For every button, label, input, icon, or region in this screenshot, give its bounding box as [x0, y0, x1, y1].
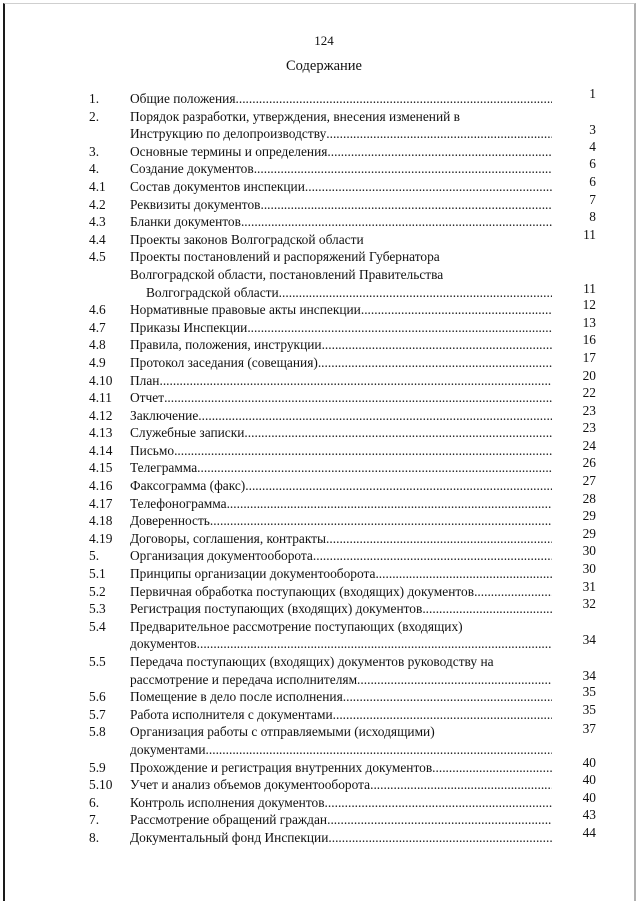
toc-entry-text: Учет и анализ объемов документооборота — [130, 777, 371, 793]
toc-entry-number: 5.5 — [89, 654, 106, 669]
toc-leader-dots — [327, 143, 552, 161]
toc-entry-number: 5.9 — [89, 759, 106, 775]
toc-entry-number: 8. — [89, 829, 100, 845]
toc-entry-page: 20 — [582, 367, 596, 383]
toc-entry — [0, 173, 640, 196]
toc-entry-line — [130, 653, 552, 671]
toc-entry-number: 4.7 — [89, 319, 106, 335]
toc-entry-text: Реквизиты документов — [130, 196, 261, 212]
toc-entry-number: 5.4 — [89, 618, 106, 634]
toc-entry-page: 44 — [582, 824, 596, 840]
toc-entry-title — [130, 530, 552, 548]
toc-entry-page: 22 — [582, 385, 596, 401]
toc-leader-dots — [210, 512, 552, 530]
toc-leader-dots — [333, 706, 552, 724]
toc-entry-line — [130, 336, 552, 354]
toc-leader-dots — [164, 389, 552, 407]
toc-entry-title — [130, 196, 552, 214]
toc-entry-title — [130, 248, 552, 301]
toc-entry-title — [130, 547, 552, 565]
toc-entry-page: 30 — [582, 561, 596, 577]
toc-entry-number: 4.9 — [89, 354, 106, 370]
toc-entry-line — [130, 618, 552, 636]
toc-leader-dots — [313, 547, 552, 565]
toc-entry-line — [130, 671, 552, 689]
toc-entry-text: рассмотрение и передача исполнителям — [130, 671, 358, 687]
toc-entry-text: Помещение в дело после исполнения — [130, 689, 343, 705]
toc-entry — [0, 772, 640, 794]
toc-entry-number: 4. — [89, 161, 100, 177]
toc-entry-number: 5.1 — [89, 566, 106, 582]
toc-entry-number: 4.6 — [89, 302, 106, 318]
toc-entry-page: 35 — [582, 701, 596, 717]
toc-entry-text: Организация работы с отправляемыми (исходящими) — [130, 724, 435, 740]
toc-entry-line — [130, 776, 552, 794]
toc-entry-line — [130, 354, 552, 372]
toc-entry-page: 6 — [589, 173, 596, 189]
toc-entry — [0, 824, 640, 847]
toc-leader-dots — [422, 600, 552, 618]
toc-entry — [0, 367, 640, 390]
toc-entry-number: 4.11 — [89, 390, 112, 406]
toc-entry-title — [130, 653, 552, 688]
toc-entry-title — [130, 583, 552, 601]
toc-entry-line — [130, 565, 552, 583]
toc-entry-title — [130, 723, 552, 758]
toc-entry-line — [130, 583, 552, 601]
toc-entry-number: 4.10 — [89, 372, 113, 388]
toc-entry-text: Документальный фонд Инспекции — [130, 829, 329, 845]
toc-entry-number: 4.5 — [89, 249, 106, 265]
toc-entry-number: 5.7 — [89, 706, 106, 722]
toc-entry-text: Проекты законов Волгоградской области — [130, 231, 364, 247]
toc-entry — [0, 332, 640, 354]
toc-entry-page: 7 — [589, 191, 596, 207]
toc-entry-number: 5.6 — [89, 689, 106, 705]
toc-entry-line — [130, 301, 552, 319]
toc-entry-line — [130, 811, 552, 829]
toc-entry-page: 4 — [589, 138, 596, 154]
toc-entry-line — [130, 547, 552, 565]
toc-entry-title — [130, 407, 552, 425]
toc-entry-page: 35 — [582, 684, 596, 700]
toc-entry — [0, 437, 640, 460]
toc-leader-dots — [279, 284, 552, 302]
toc-entry-number: 4.12 — [89, 407, 113, 423]
toc-entry — [0, 701, 640, 724]
toc-entry — [0, 543, 640, 565]
toc-entry-page: 29 — [582, 508, 596, 524]
page-number: 124 — [314, 33, 334, 48]
toc-entry-title — [130, 495, 552, 513]
toc-entry-page: 34 — [582, 632, 596, 648]
toc-leader-dots — [322, 336, 552, 354]
toc-leader-dots — [206, 741, 552, 759]
toc-entry-page: 6 — [589, 156, 596, 172]
toc-entry — [0, 385, 640, 407]
toc-entry-number: 5.3 — [89, 601, 106, 617]
toc-entry-title — [130, 319, 552, 337]
toc-entry-title — [130, 829, 552, 847]
toc-entry-text: Доверенность — [130, 513, 210, 529]
toc-entry-page: 24 — [582, 437, 596, 453]
toc-entry-text: Передача поступающих (входящих) документов руководству на — [130, 654, 494, 669]
toc-entry-line — [130, 495, 552, 513]
toc-leader-dots — [254, 160, 552, 178]
toc-entry — [0, 578, 640, 601]
toc-entry-line — [130, 160, 552, 178]
toc-entry-line — [130, 723, 552, 741]
toc-entry-line — [130, 108, 552, 126]
toc-entry — [0, 723, 640, 758]
toc-entry-number: 4.17 — [89, 495, 113, 511]
toc-entry-text: Правила, положения, инструкции — [130, 337, 322, 353]
toc-entry-page: 40 — [582, 772, 596, 788]
toc-entry-line — [130, 231, 552, 249]
toc-entry-line — [130, 635, 552, 653]
toc-entry-text: Письмо — [130, 442, 175, 458]
toc-entry-title — [130, 160, 552, 178]
toc-leader-dots — [325, 794, 552, 812]
toc-entry-page: 1 — [589, 86, 596, 101]
toc-entry-text: Приказы Инспекции — [130, 319, 248, 335]
toc-entry — [0, 420, 640, 442]
toc-entry-number: 4.15 — [89, 460, 113, 476]
toc-entry — [0, 653, 640, 688]
toc-entry-title — [130, 512, 552, 530]
toc-entry-number: 4.19 — [89, 530, 113, 546]
toc-entry — [0, 525, 640, 548]
toc-leader-dots — [247, 319, 552, 337]
toc-entry-text: Рассмотрение обращений граждан — [130, 812, 328, 828]
toc-entry-page: 37 — [582, 721, 596, 737]
toc-entry-line — [130, 829, 552, 847]
toc-entry-title — [130, 90, 552, 108]
toc-entry-title — [130, 618, 552, 653]
toc-entry-line — [130, 600, 552, 618]
toc-leader-dots — [174, 442, 552, 460]
toc-entry-page: 27 — [582, 473, 596, 489]
toc-entry-page: 23 — [582, 420, 596, 436]
toc-entry-number: 4.18 — [89, 513, 113, 529]
toc-entry-line — [130, 90, 552, 108]
toc-entry-text: Работа исполнителя с документами — [130, 706, 333, 722]
toc-entry — [0, 473, 640, 495]
toc-entry — [0, 508, 640, 530]
toc-entry-line — [130, 266, 552, 284]
toc-entry-page: 3 — [589, 122, 596, 138]
toc-entry-text: Состав документов инспекции — [130, 178, 305, 194]
toc-entry-number: 2. — [89, 108, 100, 124]
toc-entry-line — [130, 442, 552, 460]
toc-entry-title — [130, 424, 552, 442]
toc-entry-number: 4.8 — [89, 337, 106, 353]
toc-entry-line — [130, 459, 552, 477]
toc-entry-line — [130, 372, 552, 390]
toc-entry — [0, 86, 640, 108]
toc-entry-text: Заключение — [130, 407, 199, 423]
toc-entry-number: 5.10 — [89, 777, 113, 793]
toc-entry-title — [130, 372, 552, 390]
toc-leader-dots — [241, 213, 552, 231]
toc-entry-page: 11 — [583, 226, 596, 242]
toc-entry-text: Порядок разработки, утверждения, внесения изменений в — [130, 108, 460, 124]
toc-leader-dots — [227, 495, 552, 513]
toc-entry-text: Факсограмма (факс) — [130, 478, 246, 494]
toc-entry-line — [130, 143, 552, 161]
toc-entry-title — [130, 459, 552, 477]
toc-entry-line — [130, 213, 552, 231]
toc-entry — [0, 807, 640, 829]
toc-entry — [0, 156, 640, 178]
toc-entry-text: Волгоградской области, постановлений Правительства — [130, 266, 444, 282]
toc-entry-number: 5.8 — [89, 724, 106, 740]
toc-entry-text: Регистрация поступающих (входящих) документов — [130, 601, 423, 617]
toc-entry-number: 4.16 — [89, 478, 113, 494]
toc-entry — [0, 754, 640, 777]
toc-entry — [0, 789, 640, 812]
toc-entry-page: 29 — [582, 525, 596, 541]
toc-entry-title — [130, 389, 552, 407]
toc-leader-dots — [305, 178, 552, 196]
toc-entry-text: документами — [130, 741, 206, 757]
toc-entry-title — [130, 759, 552, 777]
toc-entry-text: Предварительное рассмотрение поступающих (входящих) — [130, 618, 463, 634]
toc-leader-dots — [260, 196, 552, 214]
toc-entry-line — [130, 389, 552, 407]
toc-entry-line — [130, 706, 552, 724]
toc-entry-title — [130, 565, 552, 583]
toc-entry-title — [130, 600, 552, 618]
toc-entry-page: 12 — [582, 297, 596, 313]
toc-entry-title — [130, 231, 552, 249]
toc-entry-line — [130, 125, 552, 143]
toc-leader-dots — [474, 583, 552, 601]
toc-entry — [0, 248, 640, 301]
toc-entry-number: 4.1 — [89, 178, 106, 194]
toc-entry — [0, 561, 640, 583]
toc-entry — [0, 108, 640, 143]
toc-entry-text: Телеграмма — [130, 460, 198, 476]
toc-entry — [0, 226, 640, 249]
toc-leader-dots — [432, 759, 552, 777]
toc-entry-line — [130, 741, 552, 759]
toc-entry-line — [130, 759, 552, 777]
toc-entry-page: 23 — [582, 402, 596, 418]
toc-leader-dots — [361, 301, 552, 319]
toc-entry-line — [130, 688, 552, 706]
toc-entry-title — [130, 442, 552, 460]
toc-entry-line — [130, 319, 552, 337]
toc-entry-number: 3. — [89, 143, 100, 159]
toc-entry — [0, 455, 640, 477]
toc-entry-title — [130, 811, 552, 829]
toc-entry-page: 8 — [589, 209, 596, 225]
toc-entry-text: Первичная обработка поступающих (входящих) документов — [130, 583, 475, 599]
toc-entry-page: 40 — [582, 789, 596, 805]
toc-entry-page: 34 — [582, 667, 596, 683]
toc-title: Содержание — [286, 58, 362, 74]
toc-entry-line — [130, 407, 552, 425]
toc-entry-title — [130, 213, 552, 231]
toc-leader-dots — [326, 125, 552, 143]
toc-entry-line — [130, 477, 552, 495]
toc-entry-number: 4.4 — [89, 231, 106, 247]
toc-leader-dots — [245, 477, 552, 495]
toc-entry-number: 5.2 — [89, 583, 106, 599]
toc-entry-title — [130, 143, 552, 161]
toc-entry-line — [130, 512, 552, 530]
toc-leader-dots — [318, 354, 552, 372]
toc-entry — [0, 596, 640, 618]
toc-entry-page: 11 — [583, 280, 596, 296]
toc-entry-line — [130, 178, 552, 196]
toc-entry-line — [130, 424, 552, 442]
toc-entry-number: 4.14 — [89, 442, 113, 458]
toc-entry-title — [130, 354, 552, 372]
toc-entry-number: 7. — [89, 812, 100, 828]
toc-entry-text: Бланки документов — [130, 214, 241, 230]
toc-entry-title — [130, 178, 552, 196]
toc-entry-line — [130, 248, 552, 266]
toc-entry-text: Волгоградской области — [146, 284, 279, 300]
toc-entry-page: 26 — [582, 455, 596, 471]
toc-entry-page: 32 — [582, 596, 596, 612]
toc-entry-page: 43 — [582, 807, 596, 823]
toc-leader-dots — [375, 565, 552, 583]
toc-entry-text: Проекты постановлений и распоряжений Губернатора — [130, 249, 440, 265]
toc-entry-title — [130, 688, 552, 706]
toc-leader-dots — [197, 459, 552, 477]
toc-entry-text: Организация документооборота — [130, 548, 313, 564]
toc-entry-title — [130, 776, 552, 794]
toc-entry — [0, 402, 640, 425]
toc-entry — [0, 490, 640, 513]
toc-entry — [0, 297, 640, 319]
toc-leader-dots — [159, 372, 552, 390]
toc-entry-text: Принципы организации документооборота — [130, 566, 376, 582]
toc-entry-text: Инструкцию по делопроизводству — [130, 126, 327, 142]
toc-entry-text: Отчет — [130, 390, 165, 406]
toc-entry-page: 13 — [582, 314, 596, 330]
toc-entry-title — [130, 301, 552, 319]
toc-entry — [0, 684, 640, 706]
toc-entry-line — [130, 530, 552, 548]
toc-entry-text: документов — [130, 636, 197, 652]
toc-entry-line — [130, 794, 552, 812]
toc-leader-dots — [328, 829, 552, 847]
toc-entry — [0, 191, 640, 214]
toc-leader-dots — [370, 776, 552, 794]
toc-entry-text: Основные термины и определения — [130, 143, 328, 159]
toc-entry-title — [130, 706, 552, 724]
toc-leader-dots — [197, 635, 552, 653]
toc-entry-page: 31 — [582, 578, 596, 594]
toc-entry-text: Прохождение и регистрация внутренних документов — [130, 759, 433, 775]
toc-entry — [0, 314, 640, 337]
toc-entry-number: 4.3 — [89, 214, 106, 230]
toc-entry-text: Протокол заседания (совещания) — [130, 354, 318, 370]
toc-entry-title — [130, 108, 552, 143]
toc-entry-text: Создание документов — [130, 161, 254, 177]
toc-leader-dots — [326, 530, 552, 548]
toc-entry-text: Контроль исполнения документов — [130, 794, 325, 810]
toc-leader-dots — [327, 811, 552, 829]
toc-entry-page: 30 — [582, 543, 596, 559]
toc-leader-dots — [198, 407, 552, 425]
toc-entry-text: Общие положения — [130, 91, 236, 106]
toc-entry-page: 17 — [582, 349, 596, 365]
toc-leader-dots — [244, 424, 552, 442]
toc-entry-text: Служебные записки — [130, 425, 245, 441]
toc-entry-text: Нормативные правовые акты инспекции — [130, 302, 361, 318]
toc-entry-number: 6. — [89, 794, 100, 810]
toc-entry-text: План — [130, 372, 160, 388]
toc-entry-title — [130, 477, 552, 495]
toc-leader-dots — [343, 688, 552, 706]
toc-entry-title — [130, 794, 552, 812]
toc-entry-number: 5. — [89, 548, 100, 564]
toc-entry-page: 28 — [582, 490, 596, 506]
table-of-contents — [0, 86, 640, 847]
toc-leader-dots — [357, 671, 552, 689]
toc-entry-number: 4.13 — [89, 425, 113, 441]
toc-entry — [0, 209, 640, 231]
toc-entry-number: 1. — [89, 91, 100, 106]
toc-entry-line — [130, 284, 552, 302]
toc-entry-title — [130, 336, 552, 354]
toc-entry-text: Телефонограмма — [130, 495, 227, 511]
toc-entry-line — [130, 196, 552, 214]
toc-entry — [0, 138, 640, 161]
toc-entry-page: 16 — [582, 332, 596, 348]
toc-entry-page: 40 — [582, 754, 596, 770]
toc-entry-text: Договоры, соглашения, контракты — [130, 530, 327, 546]
toc-entry-number: 4.2 — [89, 196, 106, 212]
toc-entry — [0, 349, 640, 372]
toc-leader-dots — [236, 90, 553, 108]
toc-entry — [0, 618, 640, 653]
